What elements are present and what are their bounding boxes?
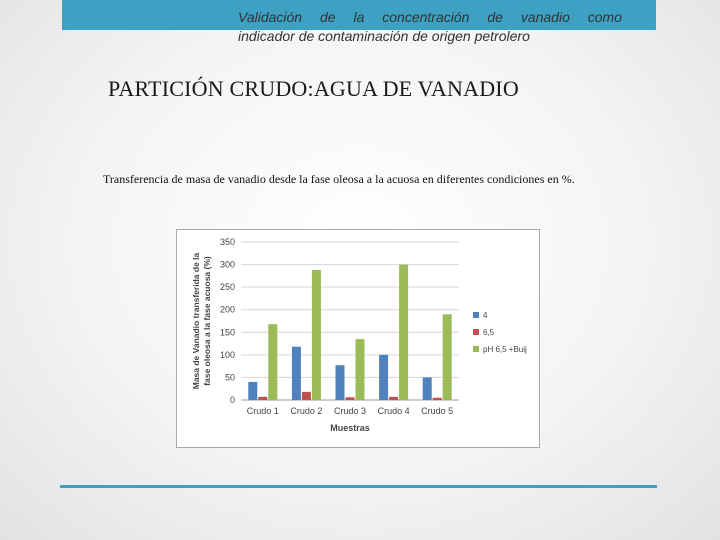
- x-axis-label: Muestras: [330, 423, 370, 433]
- bar-pH-6-5-Buij-3: [399, 265, 408, 400]
- x-tick-label: Crudo 3: [333, 406, 367, 416]
- bar-6-5-2: [346, 397, 355, 400]
- y-tick-label: 150: [219, 327, 235, 338]
- legend-swatch: [473, 329, 479, 335]
- legend-label: pH 6,5 +Buij: [483, 345, 527, 354]
- legend-label: 6,5: [483, 328, 495, 337]
- y-tick-label: 0: [229, 395, 235, 405]
- y-tick-label: 50: [224, 372, 235, 383]
- header-line-2: indicador de contaminación de origen petrolero: [238, 28, 530, 44]
- header-text: [238, 8, 622, 46]
- bar-chart: [177, 230, 539, 447]
- footer-accent-rule: [60, 485, 657, 488]
- bar-6-5-3: [389, 397, 398, 400]
- x-tick-label: Crudo 4: [377, 406, 410, 416]
- bar-4-2: [336, 365, 345, 400]
- y-tick-label: 200: [219, 304, 235, 315]
- bar-6-5-4: [433, 398, 442, 400]
- bar-pH-6-5-Buij-0: [268, 324, 277, 400]
- y-axis-label: Masa de Vanadio transferida de lafase oleosa a la fase acuosa (%): [191, 252, 212, 390]
- bar-6-5-1: [302, 392, 311, 400]
- bar-6-5-0: [258, 397, 267, 400]
- bar-4-3: [379, 355, 388, 400]
- bar-4-0: [248, 382, 257, 400]
- bar-pH-6-5-Buij-4: [443, 314, 452, 400]
- header-line-1: Validación de la concentración de vanadio como: [238, 9, 622, 25]
- x-tick-label: Crudo 5: [421, 406, 454, 416]
- y-tick-label: 100: [219, 349, 235, 360]
- legend-swatch: [473, 346, 479, 352]
- bar-pH-6-5-Buij-2: [356, 339, 365, 400]
- y-tick-label: 300: [219, 259, 235, 270]
- chart-container: [176, 229, 540, 448]
- bar-4-4: [423, 377, 432, 400]
- x-tick-label: Crudo 1: [246, 406, 279, 416]
- chart-caption: Transferencia de masa de vanadio desde la fase oleosa a la acuosa en diferentes condiciones en %.: [103, 172, 575, 186]
- y-tick-label: 250: [219, 282, 235, 293]
- y-tick-label: 350: [219, 237, 235, 247]
- bar-pH-6-5-Buij-1: [312, 270, 321, 400]
- legend-swatch: [473, 312, 479, 318]
- bar-4-1: [292, 347, 301, 400]
- legend-label: 4: [483, 311, 488, 320]
- slide-title: PARTICIÓN CRUDO:AGUA DE VANADIO: [108, 76, 519, 101]
- x-tick-label: Crudo 2: [290, 406, 323, 416]
